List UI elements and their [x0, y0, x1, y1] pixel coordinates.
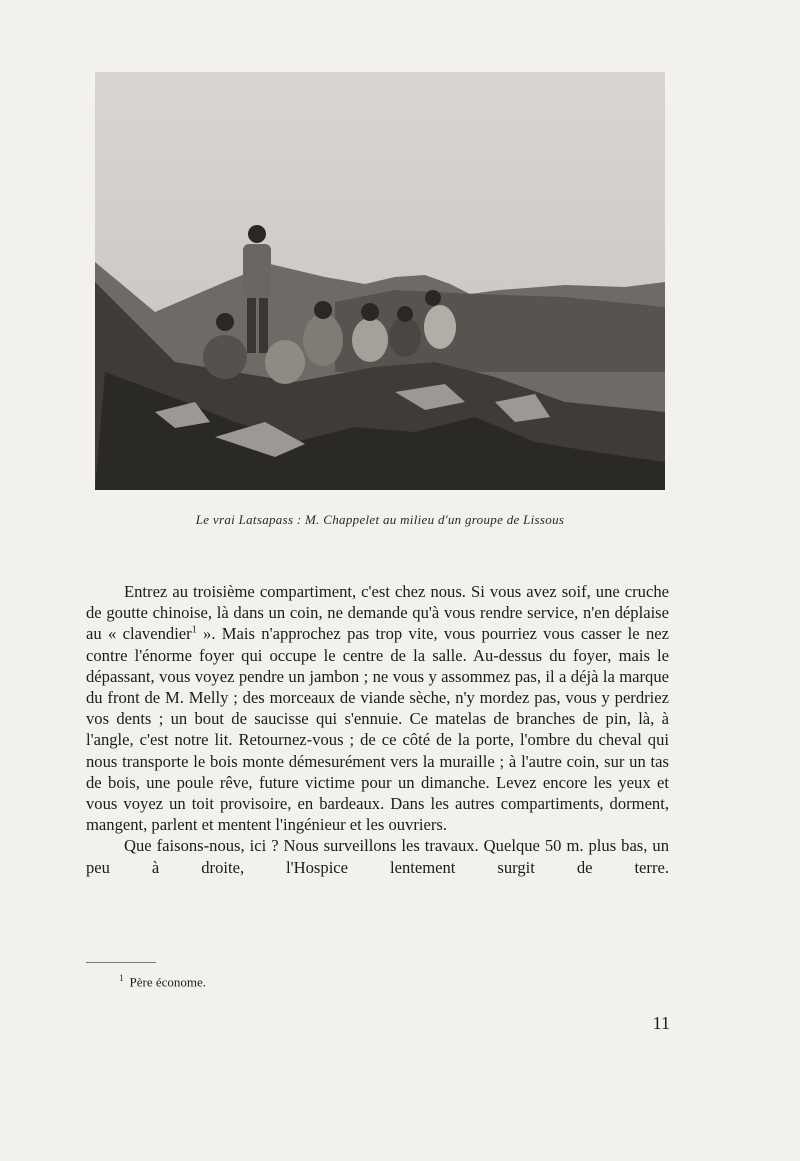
footnote: [119, 973, 206, 990]
main-text: [86, 581, 669, 878]
footnote-reference: 1: [191, 624, 197, 636]
footnote-text: Père économe.: [129, 974, 207, 990]
page-number: 11: [652, 1013, 670, 1033]
footnote-number: 1: [119, 973, 124, 983]
paragraph-1: [86, 581, 669, 835]
footnote-divider: [86, 962, 156, 963]
photo-illustration: [95, 72, 665, 490]
paragraph-1-text-b: ». Mais n'approchez pas trop vite, vous pourriez vous casser le nez contre l'énorme foyer qui occupe le centre de la salle. Au-dessus du foyer, mais le dépassant, vous voyez pendre un jambon ; ne vous y assommez pas, il a déjà la marque du front de M. Melly ; des morceaux de viande sèche, n'y mordez pas, vous y perdriez vos dents ; un bout de saucisse qui s'ennuie. Ce matelas de branches de pin, là, à l'angle, c'est notre lit. Retournez-vous ; de ce côté de la porte, l'ombre du cheval qui nous transporte le bois monte démesurément vers la muraille ; à l'autre coin, sur un tas de bois, une poule rêve, future victime pour un dimanche. Levez encore les yeux et vous voyez un toit provisoire, en bardeaux. Dans les autres compartiments, dorment, mangent, parlent et mentent l'ingénieur et les ouvriers.: [86, 624, 669, 835]
paragraph-2: Que faisons-nous, ici ? Nous surveillons les travaux. Quelque 50 m. plus bas, un peu à droite, l'Hospice lentement surgit de terre.: [86, 836, 669, 877]
photo-caption: Le vrai Latsapass : M. Chappelet au milieu d'un groupe de Lissous: [195, 512, 565, 527]
photograph-mountain-group: [95, 72, 665, 490]
paragraph-1-text-a: Entrez au troisième compartiment, c'est chez nous. Si vous avez soif, une cruche de goutte chinoise, là dans un coin, ne demande qu'à vous rendre service, n'en déplaise au « clavendier: [86, 582, 669, 644]
